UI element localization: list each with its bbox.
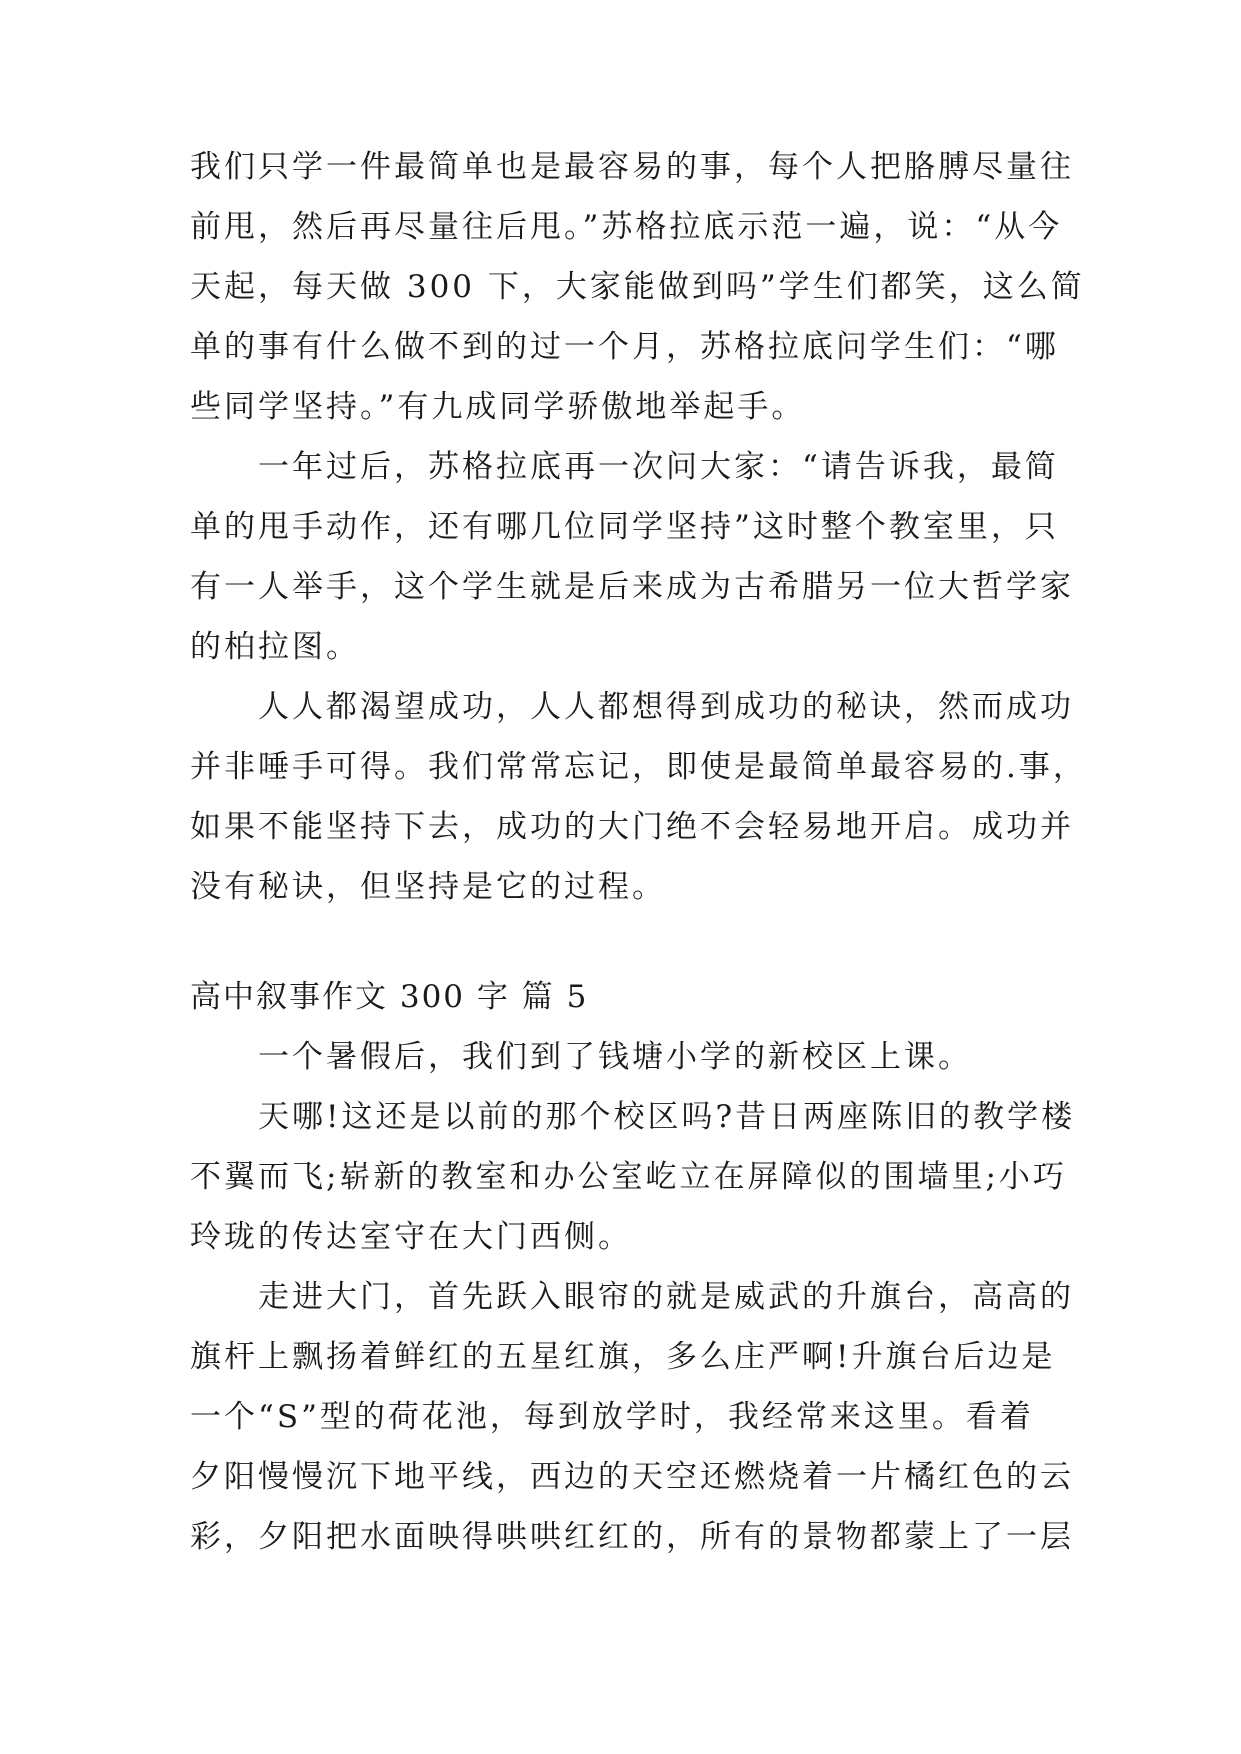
text-line: 有一人举手，这个学生就是后来成为古希腊另一位大哲学家 [190, 569, 1074, 605]
text-line: 天哪!这还是以前的那个校区吗?昔日两座陈旧的教学楼 [258, 1099, 1076, 1135]
text-line: 人人都渴望成功，人人都想得到成功的秘诀，然而成功 [258, 689, 1074, 725]
text-line: 一个暑假后，我们到了钱塘小学的新校区上课。 [258, 1039, 972, 1075]
text-line: 一年过后，苏格拉底再一次问大家：“请告诉我，最简 [258, 449, 1059, 485]
text-line: 玲珑的传达室守在大门西侧。 [190, 1219, 632, 1255]
text-line: 并非唾手可得。我们常常忘记，即使是最简单最容易的.事， [190, 749, 1087, 785]
text-line: 不翼而飞;崭新的教室和办公室屹立在屏障似的围墙里;小巧 [190, 1159, 1067, 1195]
text-line: 天起，每天做 300 下，大家能做到吗”学生们都笑，这么简 [190, 269, 1085, 305]
text-line: 些同学坚持。”有九成同学骄傲地举起手。 [190, 389, 806, 425]
text-line: 前甩，然后再尽量往后甩。”苏格拉底示范一遍，说：“从今 [190, 209, 1063, 245]
text-line: 旗杆上飘扬着鲜红的五星红旗，多么庄严啊!升旗台后边是 [190, 1339, 1056, 1375]
text-line: 的柏拉图。 [190, 629, 360, 665]
section-heading: 高中叙事作文 300 字 篇 5 [190, 979, 589, 1015]
text-line: 我们只学一件最简单也是最容易的事，每个人把胳膊尽量往 [190, 149, 1074, 185]
text-line: 彩，夕阳把水面映得哄哄红红的，所有的景物都蒙上了一层 [190, 1519, 1074, 1555]
text-line: 走进大门，首先跃入眼帘的就是威武的升旗台，高高的 [258, 1279, 1074, 1315]
text-line: 没有秘诀，但坚持是它的过程。 [190, 869, 666, 905]
text-line: 夕阳慢慢沉下地平线，西边的天空还燃烧着一片橘红色的云 [190, 1459, 1074, 1495]
text-line: 单的事有什么做不到的过一个月，苏格拉底问学生们：“哪 [190, 329, 1059, 365]
text-line: 如果不能坚持下去，成功的大门绝不会轻易地开启。成功并 [190, 809, 1074, 845]
text-line: 一个“S”型的荷花池，每到放学时，我经常来这里。看着 [190, 1399, 1034, 1435]
text-line: 单的甩手动作，还有哪几位同学坚持”这时整个教室里，只 [190, 509, 1059, 545]
